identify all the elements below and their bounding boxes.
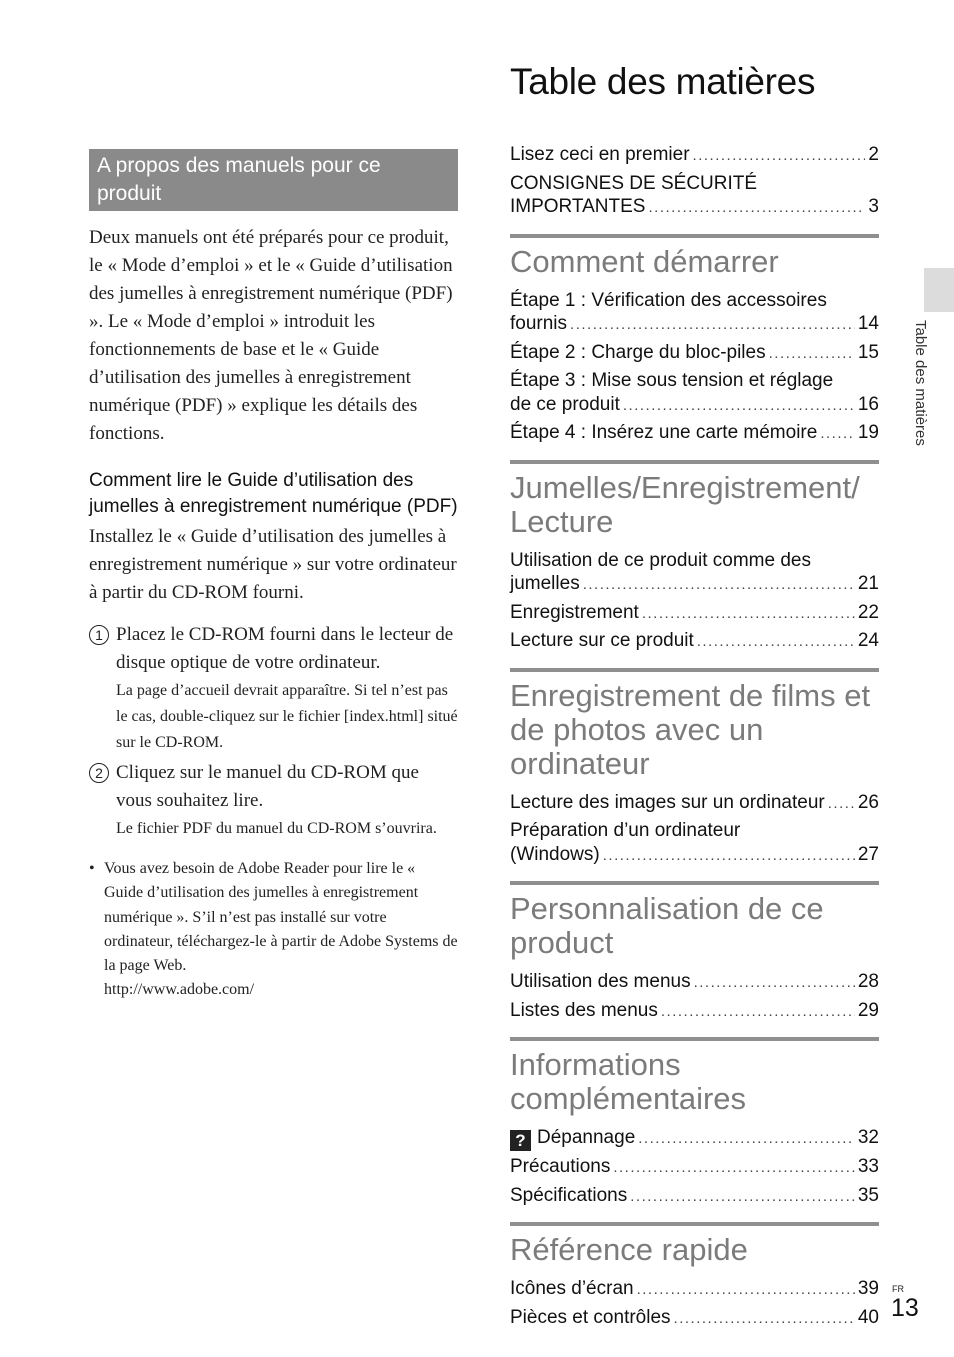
dot-leader bbox=[623, 394, 855, 418]
table-of-contents bbox=[510, 143, 879, 1334]
toc-section bbox=[510, 460, 879, 654]
toc-entry-title-line1: Préparation d’un ordinateur bbox=[510, 820, 741, 841]
toc-entry-title bbox=[510, 312, 567, 336]
dot-leader bbox=[820, 422, 855, 446]
toc-entry[interactable] bbox=[510, 629, 879, 654]
page-number: 13 bbox=[891, 1294, 919, 1322]
toc-entry-row bbox=[510, 195, 879, 220]
howto-heading: Comment lire le Guide d’utilisation des jumelles à enregistrement numérique (PDF) bbox=[89, 470, 458, 517]
toc-entry[interactable] bbox=[510, 549, 879, 597]
left-column bbox=[89, 149, 458, 1003]
step-text: Cliquez sur le manuel du CD-ROM que vous souhaitez lire. bbox=[116, 762, 419, 811]
step-detail: Le fichier PDF du manuel du CD-ROM s’ouvrira. bbox=[116, 820, 437, 837]
toc-entry-title-text: jumelles bbox=[510, 573, 580, 594]
toc-page-number: 32 bbox=[857, 1127, 879, 1148]
step-2 bbox=[89, 759, 458, 842]
toc-entry-row bbox=[510, 1306, 879, 1331]
toc-entry-title bbox=[510, 843, 600, 867]
toc-page-number: 24 bbox=[857, 630, 879, 651]
toc-entry-row bbox=[510, 312, 879, 337]
side-tab-marker bbox=[924, 268, 954, 312]
toc-entry-title bbox=[510, 572, 580, 596]
section-divider bbox=[510, 881, 879, 885]
toc-entry-title bbox=[510, 1126, 635, 1151]
toc-entry-title bbox=[510, 341, 766, 365]
section-divider bbox=[510, 234, 879, 238]
toc-entry[interactable] bbox=[510, 1184, 879, 1209]
toc-entry-title bbox=[510, 421, 817, 445]
section-divider bbox=[510, 668, 879, 672]
toc-entry-title bbox=[510, 1306, 671, 1330]
toc-entry-row bbox=[510, 1184, 879, 1209]
toc-entry-row bbox=[510, 791, 879, 816]
toc-entry-title-text: Étape 4 : Insérez une carte mémoire bbox=[510, 422, 818, 443]
dot-leader bbox=[769, 342, 855, 366]
dot-leader bbox=[648, 196, 865, 220]
toc-page-number: 40 bbox=[857, 1306, 879, 1328]
toc-entry-title bbox=[510, 1184, 627, 1208]
toc-entry-title-text: Pièces et contrôles bbox=[510, 1306, 671, 1328]
toc-entry-title-line1: CONSIGNES DE SÉCURITÉ bbox=[510, 172, 758, 194]
section-title: Référence rapide bbox=[510, 1232, 748, 1267]
toc-entry-row bbox=[510, 843, 879, 868]
adobe-note bbox=[89, 857, 458, 1003]
toc-section bbox=[510, 881, 879, 1023]
side-tab-label: Table des matières bbox=[912, 320, 929, 446]
toc-entry-row bbox=[510, 421, 879, 446]
step-number: 1 bbox=[89, 625, 109, 645]
toc-section bbox=[510, 1222, 879, 1330]
toc-page-number: 39 bbox=[857, 1278, 879, 1299]
toc-entry-row bbox=[510, 1126, 879, 1151]
toc-section bbox=[510, 234, 879, 446]
dot-leader bbox=[637, 1278, 855, 1302]
note-text: Vous avez besoin de Adobe Reader pour lire le « Guide d’utilisation des jumelles à enregistrement numérique ». S’il n’est pas installé sur votre ordinateur, téléchargez-le à partir de Adobe Systems de la page Web. bbox=[104, 860, 458, 975]
toc-entry-title bbox=[510, 791, 825, 815]
dot-leader bbox=[613, 1156, 855, 1180]
toc-page-number: 14 bbox=[857, 313, 879, 334]
install-paragraph: Installez le « Guide d’utilisation des jumelles à enregistrement numérique » sur votre ordinateur à partir du CD-ROM fourni. bbox=[89, 526, 457, 603]
toc-entry[interactable] bbox=[510, 1306, 879, 1331]
toc-page-number: 26 bbox=[857, 791, 879, 813]
toc-entry-row bbox=[510, 393, 879, 418]
toc-entry[interactable] bbox=[510, 341, 879, 366]
toc-entry[interactable] bbox=[510, 421, 879, 446]
section-title: Comment démarrer bbox=[510, 243, 779, 279]
help-icon: ? bbox=[510, 1130, 531, 1151]
dot-leader bbox=[638, 1127, 855, 1151]
toc-entry-row bbox=[510, 1155, 879, 1180]
toc-entry-title-line1: Utilisation de ce produit comme des bbox=[510, 549, 811, 571]
toc-page-number: 22 bbox=[857, 601, 879, 623]
toc-section bbox=[510, 1037, 879, 1208]
toc-entry[interactable] bbox=[510, 819, 879, 867]
section-title: Personnalisation de ce product bbox=[510, 891, 824, 960]
toc-entry-row bbox=[510, 970, 879, 995]
dot-leader bbox=[642, 602, 855, 626]
toc-entry[interactable] bbox=[510, 1126, 879, 1151]
toc-entry-title bbox=[510, 143, 690, 167]
toc-page-number: 16 bbox=[857, 393, 879, 415]
adobe-link[interactable]: http://www.adobe.com/ bbox=[104, 981, 255, 999]
bullet-icon: • bbox=[89, 860, 95, 877]
toc-entry-title bbox=[510, 999, 658, 1023]
toc-entry-title-text: Précautions bbox=[510, 1156, 611, 1177]
toc-page-number: 27 bbox=[857, 843, 879, 865]
toc-entry-row bbox=[510, 629, 879, 654]
toc-entry-title-text: Listes des menus bbox=[510, 999, 658, 1021]
toc-entry-row bbox=[510, 999, 879, 1024]
toc-entry-title bbox=[510, 393, 620, 417]
toc-entry-title-text: Étape 2 : Charge du bloc-piles bbox=[510, 341, 766, 363]
toc-entry-title bbox=[510, 970, 691, 994]
toc-page-number: 2 bbox=[868, 144, 879, 165]
dot-leader bbox=[570, 313, 855, 337]
toc-page-number: 15 bbox=[857, 341, 879, 363]
dot-leader bbox=[661, 1000, 855, 1024]
section-divider bbox=[510, 1222, 879, 1226]
language-code: FR bbox=[892, 1284, 904, 1294]
about-manuals-heading: A propos des manuels pour ce produit bbox=[89, 149, 458, 211]
toc-entry[interactable] bbox=[510, 601, 879, 626]
section-title: Jumelles/Enregistrement/ Lecture bbox=[510, 469, 860, 539]
toc-entry[interactable] bbox=[510, 369, 879, 417]
toc-page-number: 28 bbox=[857, 971, 879, 992]
section-title: Informations complémentaires bbox=[510, 1047, 747, 1116]
toc-page-number: 19 bbox=[857, 422, 879, 443]
toc-entry-title bbox=[510, 1277, 634, 1301]
toc-entry[interactable] bbox=[510, 1277, 879, 1302]
toc-entry[interactable] bbox=[510, 999, 879, 1024]
step-detail: La page d’accueil devrait apparaître. Si tel n’est pas le cas, double-cliquez sur le fichier [index.html] situé sur le CD-ROM. bbox=[116, 682, 458, 751]
toc-entry[interactable] bbox=[510, 172, 879, 220]
toc-entry[interactable] bbox=[510, 143, 879, 168]
dot-leader bbox=[693, 144, 866, 168]
toc-entry-title bbox=[510, 1155, 610, 1179]
dot-leader bbox=[630, 1185, 855, 1209]
toc-page-number: 33 bbox=[857, 1156, 879, 1177]
section-title: Enregistrement de films et de photos avec un ordinateur bbox=[510, 677, 871, 781]
toc-entry-title-text: Icônes d’écran bbox=[510, 1278, 634, 1299]
toc-entry-title-line1: Étape 3 : Mise sous tension et réglage bbox=[510, 370, 834, 391]
step-number: 2 bbox=[89, 763, 109, 783]
toc-entry-title bbox=[510, 601, 639, 625]
step-1 bbox=[89, 621, 458, 756]
toc-entry-title-text: Lecture sur ce produit bbox=[510, 630, 694, 651]
toc-entry-title-text: Utilisation des menus bbox=[510, 971, 691, 992]
toc-entry[interactable] bbox=[510, 791, 879, 816]
dot-leader bbox=[697, 630, 855, 654]
toc-entry[interactable] bbox=[510, 970, 879, 995]
toc-page-number: 3 bbox=[868, 196, 879, 217]
toc-page-number: 21 bbox=[857, 573, 879, 594]
toc-entry-title-text: de ce produit bbox=[510, 393, 620, 415]
toc-entry-row bbox=[510, 601, 879, 626]
dot-leader bbox=[674, 1307, 855, 1331]
toc-section bbox=[510, 668, 879, 868]
toc-entry-row bbox=[510, 341, 879, 366]
dot-leader bbox=[828, 792, 855, 816]
toc-page-number: 29 bbox=[857, 999, 879, 1021]
dot-leader bbox=[583, 573, 855, 597]
toc-entry-title-text: Lecture des images sur un ordinateur bbox=[510, 791, 825, 813]
toc-entry-title-line1: Étape 1 : Vérification des accessoires bbox=[510, 289, 827, 311]
dot-leader bbox=[603, 844, 855, 868]
toc-entry-title-text: Lisez ceci en premier bbox=[510, 144, 690, 165]
toc-entry-row bbox=[510, 1277, 879, 1302]
section-divider bbox=[510, 1037, 879, 1041]
section-divider bbox=[510, 460, 879, 464]
toc-entry[interactable] bbox=[510, 289, 879, 337]
toc-entry[interactable] bbox=[510, 1155, 879, 1180]
toc-entry-title-text: Dépannage bbox=[537, 1127, 636, 1148]
toc-entry-row bbox=[510, 143, 879, 168]
toc-entry-title-text: Enregistrement bbox=[510, 601, 639, 623]
toc-entry-title-text: (Windows) bbox=[510, 843, 600, 865]
toc-entry-title bbox=[510, 195, 645, 219]
toc-entry-title-text: IMPORTANTES bbox=[510, 196, 646, 217]
toc-entry-title-text: Spécifications bbox=[510, 1184, 628, 1206]
toc-entry-row bbox=[510, 572, 879, 597]
toc-entry-title bbox=[510, 629, 694, 653]
intro-paragraph: Deux manuels ont été préparés pour ce produit, le « Mode d’emploi » et le « Guide d’utilisation des jumelles à enregistrement numérique (PDF) ». Le « Mode d’emploi » introduit les fonctionnements de base et le « Guide d’utilisation des jumelles à enregistrement numérique (PDF) » explique les détails des fonctions. bbox=[89, 227, 453, 444]
dot-leader bbox=[694, 971, 855, 995]
toc-entry-title-text: fournis bbox=[510, 313, 568, 334]
step-text: Placez le CD-ROM fourni dans le lecteur de disque optique de votre ordinateur. bbox=[116, 624, 454, 673]
page-title: Table des matières bbox=[510, 60, 816, 102]
toc-page-number: 35 bbox=[857, 1184, 879, 1206]
